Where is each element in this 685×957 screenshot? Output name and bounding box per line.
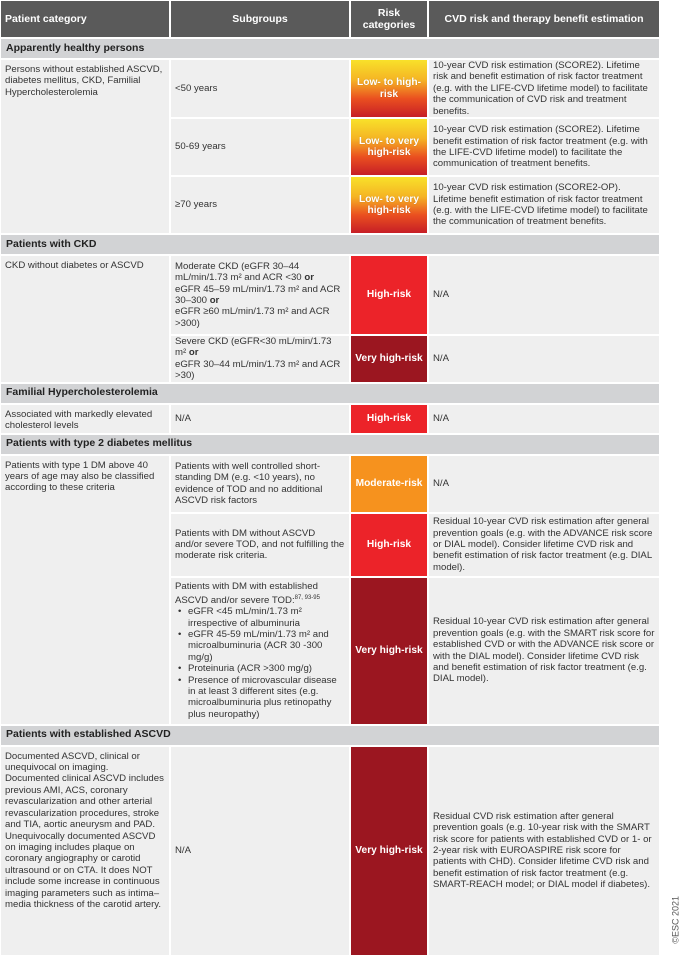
section-ascvd — [1, 726, 659, 747]
subgroup: Patients with DM without ASCVD and/or severe TOD, and not fulfilling the moderate risk criteria. — [171, 514, 351, 578]
table-row — [1, 60, 659, 119]
patient-category: CKD without diabetes or ASCVD — [1, 256, 171, 384]
risk-badge-very-high: Very high-risk — [351, 747, 429, 957]
estimation: Residual 10-year CVD risk estimation after general prevention goals (e.g. with the SMART risk score for established CVD or with the ADVANCE risk score or with the DIAL model). Consider lifetime CVD risk and benefit estimation of risk factor treatment (e.g. DIAL model). — [429, 578, 659, 726]
subgroup: N/A — [171, 747, 351, 957]
risk-categories-table — [1, 1, 659, 957]
section-dm — [1, 435, 659, 456]
section-ckd — [1, 235, 659, 256]
criteria-list — [175, 606, 345, 720]
ckd-moderate-text: eGFR 45–59 mL/min/1.73 m² and ACR 30–300 — [175, 283, 341, 307]
or-label: or — [188, 347, 199, 359]
or-label: or — [304, 272, 314, 284]
subgroup: <50 years — [171, 60, 351, 119]
section-healthy — [1, 39, 659, 60]
risk-label: Low- to very high-risk — [358, 135, 419, 159]
patient-category: Patients with type 1 DM above 40 years of age may also be classified according to these criteria — [1, 456, 171, 726]
list-item: • Proteinuria (ACR >300 mg/g) — [185, 663, 345, 674]
header-patient-category: Patient category — [1, 1, 171, 39]
risk-badge-low-very-high — [351, 177, 429, 235]
section-title: Patients with CKD — [1, 235, 659, 256]
section-title: Patients with established ASCVD — [1, 726, 659, 747]
risk-badge-very-high: Very high-risk — [351, 336, 429, 384]
estimation: N/A — [429, 336, 659, 384]
estimation: Residual CVD risk estimation after general prevention goals (e.g. 10-year risk with the SMART risk score for patients with established CVD or 1- or 2-year risk with EUROASPIRE risk score for patients with CHD). Consider lifetime CVD risk and benefit estimation of risk factor treatment (e.g. SMART-REACH model; or DIAL model if diabetes). — [429, 747, 659, 957]
ckd-severe-text: eGFR 30–44 mL/min/1.73 m² and ACR >30) — [175, 358, 341, 382]
subgroup-severe-ckd — [171, 336, 351, 384]
list-item: • Presence of microvascular disease in at least 3 different sites (e.g. microalbuminuria plus retinopathy plus neuropathy) — [185, 675, 345, 721]
table-row — [1, 456, 659, 514]
header-risk-categories: Risk categories — [351, 1, 429, 39]
estimation: N/A — [429, 256, 659, 336]
header-subgroups: Subgroups — [171, 1, 351, 39]
subgroup: 50-69 years — [171, 119, 351, 177]
section-title: Familial Hypercholesterolemia — [1, 384, 659, 405]
ckd-moderate-text: Moderate CKD (eGFR 30–44 mL/min/1.73 m² and ACR <30 — [175, 260, 302, 284]
patient-category: Associated with markedly elevated cholesterol levels — [1, 405, 171, 435]
intro-text: Patients with DM with established ASCVD and/or severe TOD: — [175, 581, 318, 606]
section-title: Patients with type 2 diabetes mellitus — [1, 435, 659, 456]
risk-badge-high: High-risk — [351, 256, 429, 336]
header-estimation: CVD risk and therapy benefit estimation — [429, 1, 659, 39]
risk-label: Low- to very high-risk — [358, 193, 419, 217]
subgroup: ≥70 years — [171, 177, 351, 235]
risk-badge-low-high — [351, 60, 429, 119]
risk-badge-low-very-high — [351, 119, 429, 177]
section-fh — [1, 384, 659, 405]
estimation: 10-year CVD risk estimation (SCORE2). Lifetime benefit estimation of risk factor treatment (e.g. with the LIFE-CVD lifetime model) to facilitate the communication of treatment benefits. — [429, 119, 659, 177]
list-item: • eGFR 45-59 mL/min/1.73 m² and microalbuminuria (ACR 30 -300 mg/g) — [185, 629, 345, 663]
ckd-moderate-text: eGFR ≥60 mL/min/1.73 m² and ACR >300) — [175, 306, 330, 329]
estimation: 10-year CVD risk estimation (SCORE2). Lifetime risk and benefit estimation of risk factor treatment (e.g. with the LIFE-CVD lifetime model) to facilitate the communication of CVD risk and treatment benefits. — [429, 60, 659, 119]
patient-category: Documented ASCVD, clinical or unequivocal on imaging. Documented clinical ASCVD includes previous AMI, ACS, coronary revascularization and other arterial revascularization procedures, stroke and TIA, aortic aneurysm and PAD. Unequivocally documented ASCVD on imaging includes plaque on coronary angiography or carotid ultrasound or on CTA. It does NOT include some increase in continuous imaging parameters such as intima–media thickness of the carotid artery. — [1, 747, 171, 957]
subgroup: N/A — [171, 405, 351, 435]
risk-badge-high: High-risk — [351, 405, 429, 435]
risk-badge-very-high: Very high-risk — [351, 578, 429, 726]
subgroup: Patients with well controlled short-standing DM (e.g. <10 years), no evidence of TOD and no additional ASCVD risk factors — [171, 456, 351, 514]
risk-badge-moderate: Moderate-risk — [351, 456, 429, 514]
table-row — [1, 405, 659, 435]
ckd-severe-text: Severe CKD (eGFR<30 mL/min/1.73 m² — [175, 336, 332, 359]
estimation: Residual 10-year CVD risk estimation after general prevention goals (e.g. with the ADVANCE risk score or DIAL model). Consider lifetime CVD risk and benefit estimation of risk factor treatment (e.g. DIAL model). — [429, 514, 659, 578]
estimation: N/A — [429, 456, 659, 514]
dm-very-high-intro — [175, 581, 345, 606]
subgroup-dm-very-high — [171, 578, 351, 726]
subgroup-moderate-ckd — [171, 256, 351, 336]
estimation: N/A — [429, 405, 659, 435]
table-header-row — [1, 1, 659, 39]
section-title: Apparently healthy persons — [1, 39, 659, 60]
patient-category: Persons without established ASCVD, diabetes mellitus, CKD, Familial Hypercholesterolemia — [1, 60, 171, 235]
or-label: or — [209, 295, 220, 307]
reference-superscript: 87, 93-95 — [294, 594, 320, 601]
table-row — [1, 747, 659, 957]
table-row — [1, 256, 659, 336]
risk-label: Low- to high-risk — [357, 77, 421, 100]
list-item: • eGFR <45 mL/min/1.73 m² irrespective of albuminuria — [185, 606, 345, 629]
risk-badge-high: High-risk — [351, 514, 429, 578]
estimation: 10-year CVD risk estimation (SCORE2-OP). Lifetime benefit estimation of risk factor treatment (e.g. with the LIFE-CVD lifetime model) to facilitate the communication of treatment benefits. — [429, 177, 659, 235]
copyright-notice: ©ESC 2021 — [671, 896, 681, 944]
